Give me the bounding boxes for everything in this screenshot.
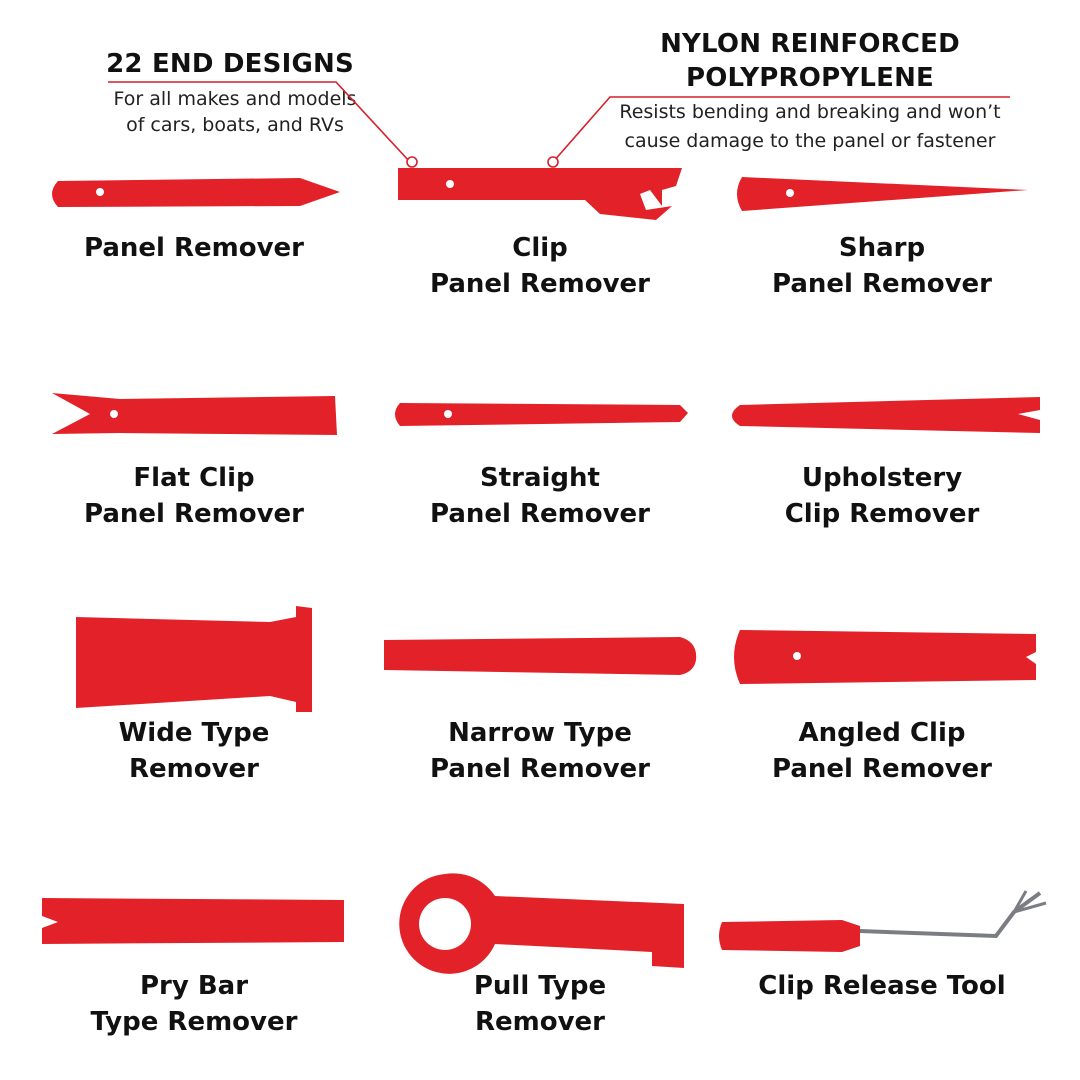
material-leader-dot (548, 157, 558, 167)
tool-label-line: Panel Remover (429, 754, 651, 784)
clip-release-tool-image (719, 891, 1046, 952)
tool-label-line: Pry Bar (139, 971, 249, 1001)
end-designs-leader-dot (407, 157, 417, 167)
tool-label-line: Panel Remover (771, 269, 993, 299)
tool-label-line: Clip Release Tool (758, 971, 1006, 1001)
tool-label-line: Remover (128, 754, 259, 784)
tool-label-line: Pull Type (473, 971, 607, 1001)
clip-panel-remover-image (398, 168, 682, 220)
tool-label-narrow-type-panel-remover (360, 715, 720, 787)
wide-type-remover-image (76, 606, 312, 712)
end-designs-line-1: For all makes and models (113, 88, 357, 110)
tool-label-line: Angled Clip (798, 718, 966, 748)
tool-label-line: Panel Remover (429, 499, 651, 529)
sharp-panel-remover-image (737, 177, 1028, 211)
tool-label-wide-type-remover (14, 715, 374, 787)
tool-label-line: Straight (480, 463, 600, 493)
end-designs-leader-line (108, 82, 410, 162)
tool-label-line: Panel Remover (83, 233, 305, 263)
tool-label-pull-type-remover (360, 968, 720, 1040)
narrow-type-panel-remover-image (384, 637, 696, 675)
tool-label-clip-release-tool (702, 968, 1062, 1004)
tool-label-panel-remover (14, 230, 374, 266)
material-title-line-2: POLYPROPYLENE (685, 63, 934, 93)
tool-label-line: Sharp (838, 233, 926, 263)
tool-label-pry-bar-type-remover (14, 968, 374, 1040)
tool-label-line: Panel Remover (83, 499, 305, 529)
end-designs-line-2: of cars, boats, and RVs (126, 114, 344, 136)
straight-panel-remover-image (395, 403, 688, 426)
upholstery-clip-remover-image (732, 397, 1040, 433)
tool-label-line: Clip Remover (784, 499, 980, 529)
tool-label-sharp-panel-remover (702, 230, 1062, 302)
tool-label-straight-panel-remover (360, 460, 720, 532)
panel-remover-image (52, 178, 340, 207)
tool-label-line: Flat Clip (133, 463, 255, 493)
angled-clip-panel-remover-image (734, 630, 1036, 684)
pry-bar-type-remover-image (42, 898, 344, 944)
tool-label-line: Panel Remover (771, 754, 993, 784)
tool-label-line: Remover (474, 1007, 605, 1037)
tool-label-flat-clip-panel-remover (14, 460, 374, 532)
tool-label-line: Narrow Type (448, 718, 632, 748)
tool-label-line: Clip (512, 233, 568, 263)
material-line-1: Resists bending and breaking and won’t (619, 101, 1001, 123)
tool-label-line: Wide Type (118, 718, 270, 748)
tool-label-line: Panel Remover (429, 269, 651, 299)
callout-leader-lines (108, 82, 1010, 167)
tool-label-upholstery-clip-remover (702, 460, 1062, 532)
flat-clip-panel-remover-image (52, 393, 337, 435)
tool-label-line: Type Remover (90, 1007, 298, 1037)
tool-label-clip-panel-remover (360, 230, 720, 302)
material-title-line-1: NYLON REINFORCED (660, 29, 960, 59)
material-leader-line (553, 97, 1010, 162)
tool-label-angled-clip-panel-remover (702, 715, 1062, 787)
pull-type-remover-image (399, 873, 684, 973)
material-line-2: cause damage to the panel or fastener (624, 130, 996, 152)
end-designs-title: 22 END DESIGNS (106, 49, 354, 79)
tool-label-line: Upholstery (801, 463, 963, 493)
